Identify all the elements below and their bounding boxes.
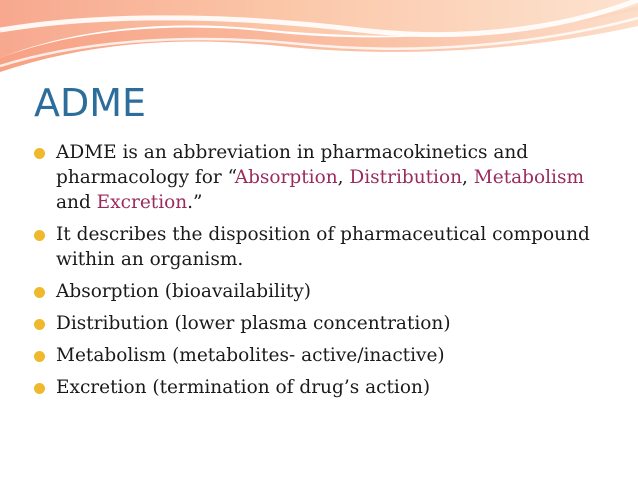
bullet-dot-icon: [34, 230, 45, 241]
bullet-item: [30, 222, 610, 272]
bullet-text: It describes the disposition of pharmaceutical compound within an organism.: [56, 224, 590, 270]
decorative-banner: [0, 0, 638, 80]
bullet-text: ,: [462, 167, 474, 188]
bullet-text: and: [56, 192, 97, 213]
bullet-list: [30, 140, 610, 407]
highlighted-term: Metabolism: [473, 167, 585, 188]
bullet-item: [30, 279, 610, 304]
highlighted-term: Distribution: [349, 167, 463, 188]
bullet-text: ADME is an abbreviation in pharmacokinetics and pharmacology for “: [56, 142, 529, 188]
bullet-dot-icon: [34, 287, 45, 298]
bullet-item: [30, 140, 610, 215]
bullet-dot-icon: [34, 148, 45, 159]
bullet-item: [30, 311, 610, 336]
bullet-item: [30, 343, 610, 368]
bullet-text: Excretion (termination of drug’s action): [56, 377, 431, 398]
bullet-text: Absorption (bioavailability): [56, 281, 311, 302]
slide-title: ADME: [34, 81, 147, 125]
bullet-item: [30, 375, 610, 400]
bullet-dot-icon: [34, 351, 45, 362]
highlighted-term: Absorption: [234, 167, 338, 188]
bullet-text: Metabolism (metabolites- active/inactive): [56, 345, 445, 366]
bullet-text: ,: [337, 167, 350, 188]
bullet-text: .”: [187, 192, 203, 213]
bullet-dot-icon: [34, 319, 45, 330]
bullet-dot-icon: [34, 383, 45, 394]
highlighted-term: Excretion: [96, 192, 188, 213]
bullet-text: Distribution (lower plasma concentration): [56, 313, 451, 334]
